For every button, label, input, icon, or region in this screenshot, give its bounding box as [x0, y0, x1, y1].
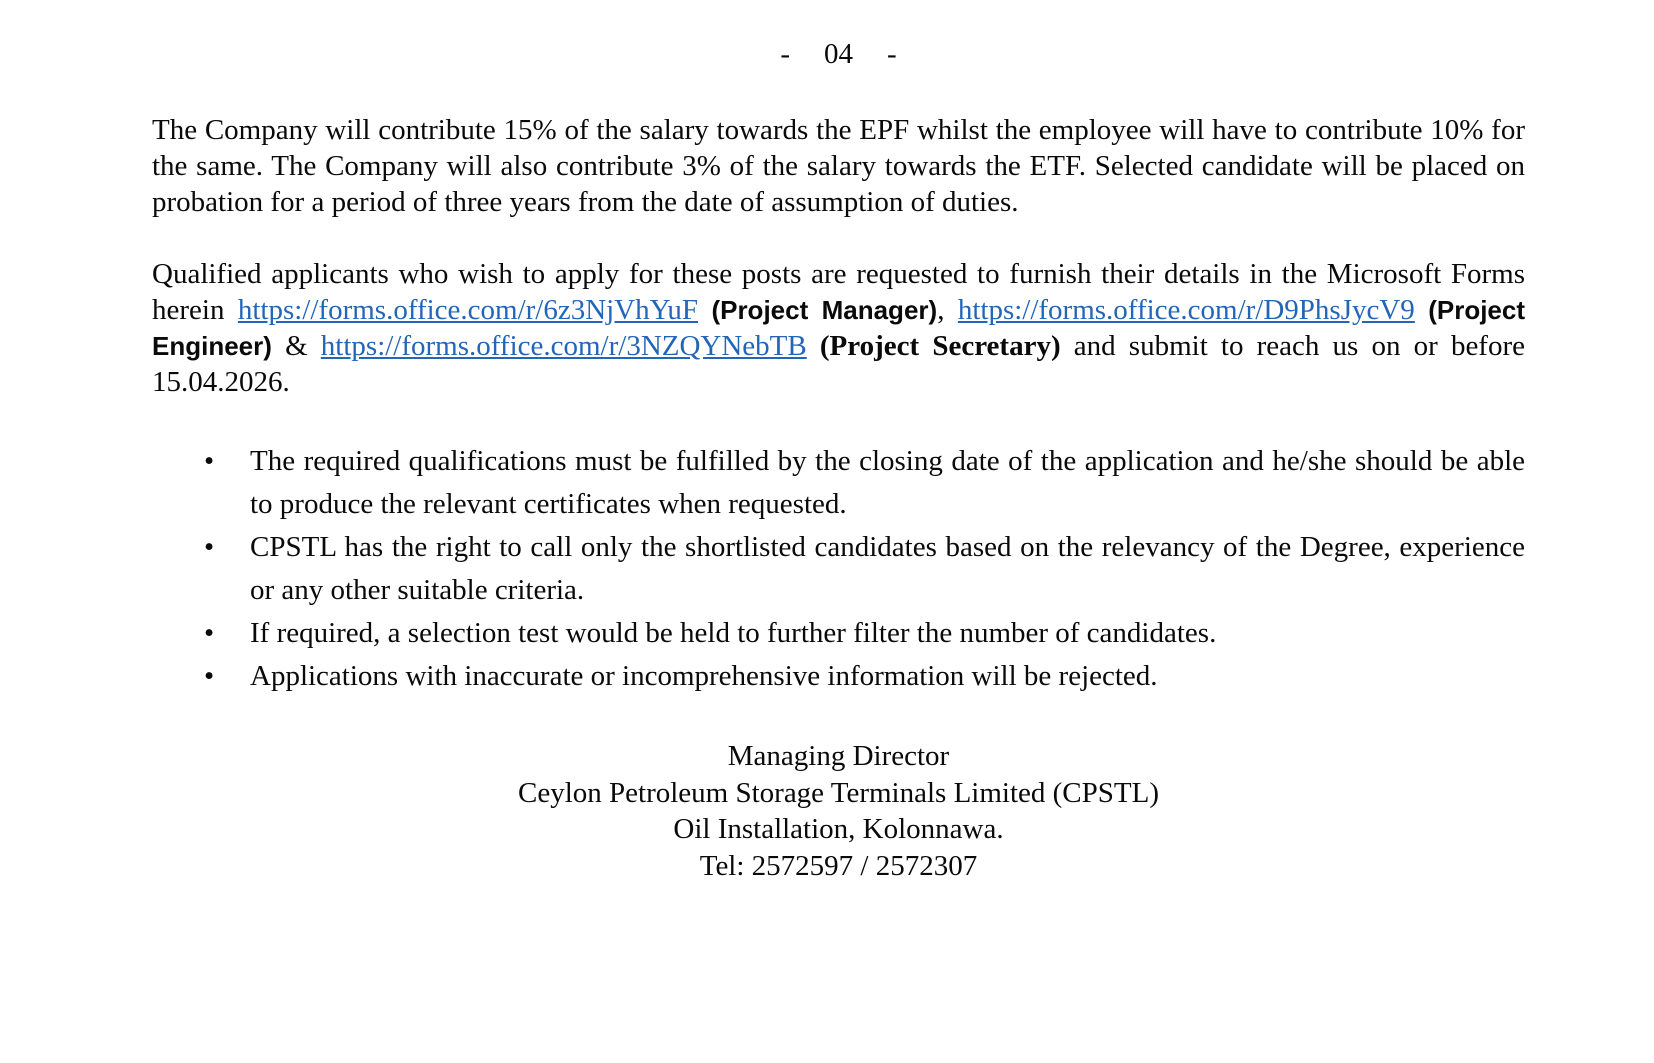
separator	[1415, 294, 1428, 326]
page-number-value: 04	[824, 38, 853, 70]
apply-outro-text: and submit to reach us on or before 15.04.2026.	[152, 330, 1525, 398]
separator: ,	[937, 294, 958, 326]
conditions-bullet-list	[152, 440, 1525, 698]
label-project-secretary: (Project Secretary)	[819, 330, 1061, 362]
label-project-manager: (Project Manager)	[711, 295, 938, 325]
bullet-item-inaccurate-applications: • Applications with inaccurate or incomprehensive information will be rejected.	[152, 655, 1525, 698]
bullet-item-selection-test: • If required, a selection test would be held to further filter the number of candidates.	[152, 612, 1525, 655]
apply-intro-text: Qualified applicants who wish to apply for these posts are requested to furnish their details in the Microsoft Forms herein	[152, 258, 1525, 326]
page-number-right-dash: -	[887, 38, 897, 70]
forms-link-project-manager[interactable]: https://forms.office.com/r/6z3NjVhYuF	[237, 294, 699, 326]
forms-link-project-engineer[interactable]: https://forms.office.com/r/D9PhsJycV9	[957, 294, 1415, 326]
label-project-engineer: (Project Engineer)	[152, 295, 1526, 361]
signature-block	[152, 738, 1525, 884]
separator	[698, 294, 711, 326]
signature-phone: Tel: 2572597 / 2572307	[699, 849, 978, 882]
signature-company: Ceylon Petroleum Storage Terminals Limited (CPSTL)	[518, 776, 1159, 809]
forms-link-project-secretary[interactable]: https://forms.office.com/r/3NZQYNebTB	[320, 330, 807, 362]
page-number-left-dash: -	[780, 38, 790, 70]
separator	[807, 330, 820, 362]
signature-address: Oil Installation, Kolonnawa.	[673, 813, 1004, 845]
paragraph-epf-etf: The Company will contribute 15% of the salary towards the EPF whilst the employee will have to contribute 10% for the same. The Company will also contribute 3% of the salary towards the ETF. Selected candidate will be placed on probation for a period of three years from the date of assumption of duties.	[152, 114, 1525, 218]
page-number	[152, 36, 1525, 72]
separator: &	[271, 330, 321, 362]
bullet-item-shortlist: • CPSTL has the right to call only the shortlisted candidates based on the relevancy of the Degree, experience or any other suitable criteria.	[152, 526, 1525, 612]
paragraph-apply-instructions	[152, 256, 1525, 400]
bullet-item-qualifications: • The required qualifications must be fulfilled by the closing date of the application and he/she should be able to produce the relevant certificates when requested.	[152, 440, 1525, 526]
signature-title: Managing Director	[727, 740, 950, 772]
